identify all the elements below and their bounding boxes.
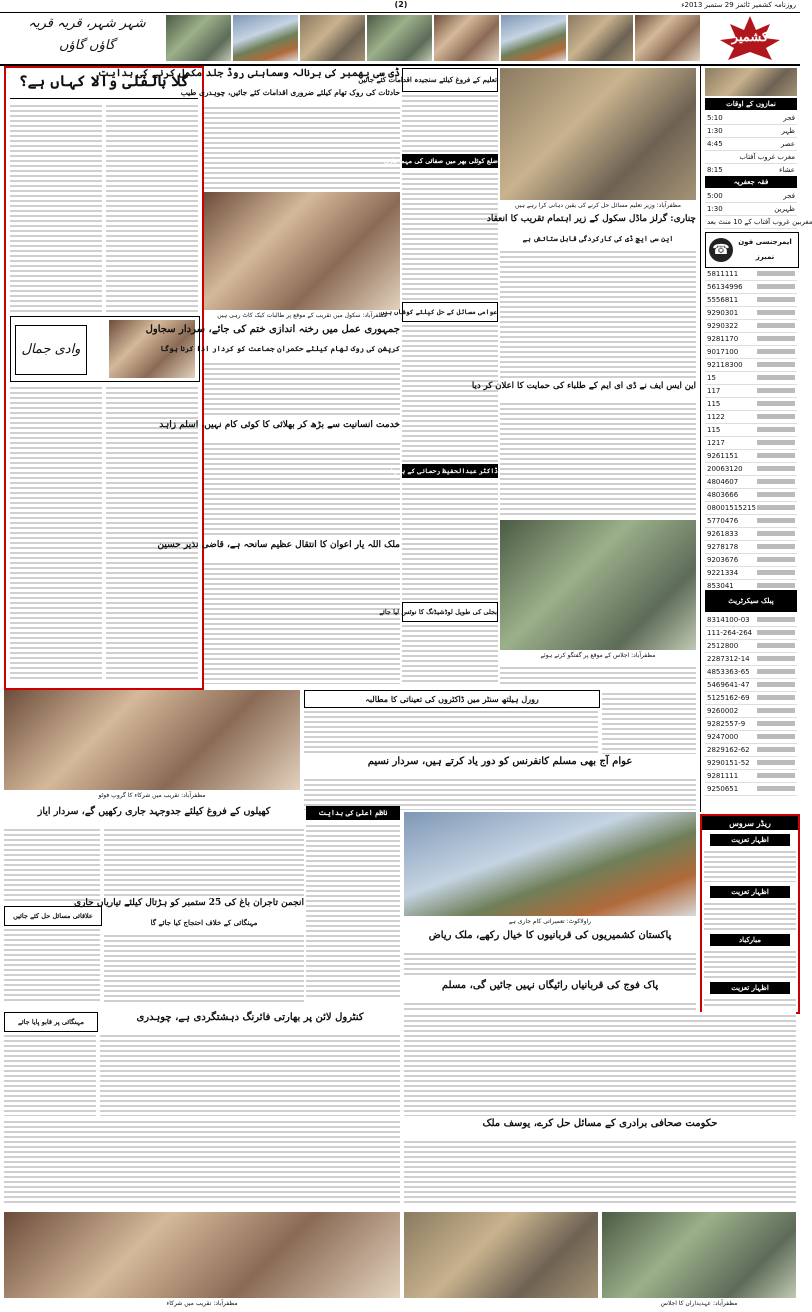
phone-number: 08001515215 [707, 504, 756, 512]
article-text [204, 560, 400, 684]
article-text [500, 400, 696, 518]
meeting-photo-caption: مظفرآباد: اجلاس کے موقع پر گفتگو کرتے ہوئے [540, 652, 656, 659]
group-photo-strip-caption: مظفرآباد: تقریب میں شرکاء کا گروپ فوٹو [98, 792, 206, 799]
phone-label-placeholder [757, 570, 795, 575]
phone-label-placeholder [757, 643, 795, 648]
headline-malik-riaz: پاکستان کشمیریوں کی قربانیوں کا خیال رکھے، ملک ریاض [428, 930, 672, 941]
emergency-phone-list [705, 268, 797, 604]
notice-text [704, 996, 796, 1008]
phone-number: 5469641-47 [707, 681, 750, 689]
phone-label-placeholder [757, 786, 795, 791]
phone-label-placeholder [757, 695, 795, 700]
phone-number: 9281170 [707, 335, 739, 343]
phone-label-placeholder [757, 505, 795, 510]
phone-row [705, 515, 797, 528]
phone-number: 4804607 [707, 478, 739, 486]
condolence-box-2: اظہار تعزیت [710, 886, 790, 898]
strip-photo [367, 15, 432, 61]
strip-photo [568, 15, 633, 61]
phone-row [705, 359, 797, 372]
phone-row [705, 398, 797, 411]
phone-row [705, 692, 797, 705]
headline-loc-firing: کنٹرول لائن پر بھارتی فائرنگ دہشتگردی ہے، چوہدری [136, 1012, 364, 1023]
article-text [404, 950, 696, 978]
phone-row [705, 757, 797, 770]
phone-label-placeholder [757, 630, 795, 635]
phone-row [705, 346, 797, 359]
phone-row [705, 783, 797, 796]
article-text [500, 664, 696, 684]
phone-row [705, 554, 797, 567]
phone-number: 9282557-9 [707, 720, 746, 728]
article-text [402, 322, 498, 462]
article-text [104, 932, 304, 1004]
prayer-times-table [705, 112, 797, 174]
minister-photo-caption: مظفرآباد: وزیر تعلیم مسائل حل کرنے کی یقین دہانی کرا رہے ہیں [515, 202, 681, 209]
headline-traders-strike: انجمن تاجران باغ کی 25 ستمبر کو ہڑتال کیلئے تیاریاں جاری [74, 898, 304, 908]
phone-number: 9250651 [707, 785, 739, 793]
strip-photo [233, 15, 298, 61]
phone-row [705, 679, 797, 692]
box-local-issues: علاقائی مسائل حل کئے جائیں [4, 906, 102, 926]
phone-row [705, 718, 797, 731]
newspaper-logo [704, 14, 796, 62]
box-inflation-control: مہنگائی پر قابو پایا جائے [4, 1012, 98, 1032]
article-text [402, 480, 498, 600]
phone-label-placeholder [757, 336, 795, 341]
bottom-photo-right [602, 1212, 796, 1298]
phone-label-placeholder [757, 375, 795, 380]
strip-photo [434, 15, 499, 61]
article-text [4, 1032, 96, 1116]
phone-label-placeholder [757, 747, 795, 752]
congratulations-box: مبارکباد [710, 934, 790, 946]
lower-band [4, 1012, 796, 1208]
section-title: شہر شہر، قریہ قریہ [28, 16, 146, 31]
reader-service-title: ریڈر سروس [702, 816, 798, 830]
prayer-row: 5:10 فجر [705, 112, 797, 125]
subhead-corruption: کرپشن کی روک تھام کیلئے حکمران جماعت کو کردار ادا کرنا ہوگا [160, 344, 400, 353]
notice-text [704, 948, 796, 978]
headline-yousaf-malik: حکومت صحافی برادری کے مسائل حل کرے، یوسف ملک [482, 1118, 718, 1129]
headline-aslam-zahid: خدمت انسانیت سے بڑھ کر بھلائی کا کوئی کام نہیں، اسلم زاہد [159, 420, 400, 430]
fiqh-jafaria-title: فقہ جعفریہ [705, 176, 797, 188]
phone-row [705, 320, 797, 333]
masthead-photo-strip [166, 15, 700, 61]
strip-photo [635, 15, 700, 61]
phone-number: 4853363-65 [707, 668, 750, 676]
phone-number: 115 [707, 426, 721, 434]
phone-number: 9290151-52 [707, 759, 750, 767]
article-text [404, 1012, 796, 1116]
phone-row [705, 705, 797, 718]
phone-row [705, 627, 797, 640]
strip-photo [166, 15, 231, 61]
opinion-headline: گلا بالفلی والا کہاں ہے؟ [18, 72, 190, 90]
condolence-box-1: اظہار تعزیت [710, 834, 790, 846]
phone-number: 9261151 [707, 452, 739, 460]
phone-row [705, 333, 797, 346]
condolence-box-3: اظہار تعزیت [710, 982, 790, 994]
article-text [4, 1118, 400, 1206]
article-text [304, 708, 598, 754]
phone-number: 9281111 [707, 772, 739, 780]
prayer-row: 1:30 ظہر [705, 125, 797, 138]
phone-number: 56134996 [707, 283, 743, 291]
phone-row [705, 385, 797, 398]
school-cake-photo [204, 192, 400, 310]
phone-row [705, 450, 797, 463]
phone-number: 15 [707, 374, 716, 382]
article-text [402, 622, 498, 684]
phone-row [705, 372, 797, 385]
strip-photo [300, 15, 365, 61]
phone-label-placeholder [757, 388, 795, 393]
opinion-text-left-2 [10, 384, 102, 680]
phone-row [705, 424, 797, 437]
phone-row [705, 437, 797, 450]
strip-photo [501, 15, 566, 61]
headline-rural-health: رورل ہیلتھ سنٹر میں ڈاکٹروں کی تعیناتی کا مطالبہ [304, 690, 600, 708]
fiqh-row: 1:30 ظہرین [705, 203, 797, 216]
notice-text [704, 900, 796, 930]
fiqh-row: مغربین غروب آفتاب کے 10 منٹ بعد [705, 216, 797, 229]
article-text [402, 170, 498, 300]
news-column-3 [358, 66, 498, 686]
phone-row [705, 281, 797, 294]
prayer-row: مغرب غروب آفتاب [705, 151, 797, 164]
article-text [404, 1000, 696, 1010]
phone-number: 115 [707, 400, 721, 408]
phone-label-placeholder [757, 492, 795, 497]
phone-label-placeholder [757, 479, 795, 484]
phone-row [705, 307, 797, 320]
bottom-photo-left [4, 1212, 400, 1298]
phone-label-placeholder [757, 284, 795, 289]
news-column-4 [471, 66, 696, 686]
phone-number: 2829162-62 [707, 746, 750, 754]
headline-nsf: این ایس ایف نے ڈی ای ایم کے طلباء کی حمایت کا اعلان کر دیا [471, 381, 696, 391]
article-text [404, 1138, 796, 1206]
phone-number: 5811111 [707, 270, 739, 278]
mid-right-stories [404, 930, 696, 1010]
phone-label-placeholder [757, 617, 795, 622]
phone-label-placeholder [757, 453, 795, 458]
phone-label-placeholder [757, 466, 795, 471]
phone-label-placeholder [757, 427, 795, 432]
phone-number: 9247000 [707, 733, 739, 741]
phone-label-placeholder [757, 682, 795, 687]
phone-label-placeholder [757, 669, 795, 674]
article-text [602, 690, 696, 754]
phone-label-placeholder [757, 721, 795, 726]
phone-row [705, 640, 797, 653]
dateline: روزنامہ کشمیر ٹائمز 29 ستمبر 2013ء [681, 1, 796, 9]
phone-label-placeholder [757, 414, 795, 419]
phone-row [705, 770, 797, 783]
article-text [306, 822, 400, 998]
phone-label-placeholder [757, 656, 795, 661]
phone-row [705, 541, 797, 554]
phone-label-placeholder [757, 557, 795, 562]
opinion-text-right [106, 102, 198, 314]
phone-label-placeholder [757, 773, 795, 778]
article-text [500, 248, 696, 378]
article-text [402, 92, 498, 152]
phone-row [705, 731, 797, 744]
phone-row [705, 294, 797, 307]
phone-number: 5556811 [707, 296, 739, 304]
phone-label-placeholder [757, 708, 795, 713]
meeting-photo [500, 520, 696, 650]
phone-label-placeholder [757, 310, 795, 315]
phone-label-placeholder [757, 297, 795, 302]
phone-row [705, 653, 797, 666]
phone-row [705, 476, 797, 489]
article-text [204, 104, 400, 190]
box-public-issues: عوامی مسائل کے حل کیلئے کوشاں ہیں [402, 302, 498, 322]
phone-row [705, 567, 797, 580]
phone-number: 9203676 [707, 556, 739, 564]
phone-label-placeholder [757, 544, 795, 549]
bottom-caption-left: مظفرآباد: تقریب میں شرکاء [166, 1300, 238, 1307]
phone-number: 9290322 [707, 322, 739, 330]
subhead-accidents: حادثات کی روک تھام کیلئے ضروری اقدامات کئے جائیں، چوہدری طیب [180, 88, 400, 97]
education-minister-photo [500, 68, 696, 200]
box-loadshedding: بجلی کی طویل لوڈشیڈنگ کا نوٹس لیا جائے [402, 602, 498, 622]
article-text [100, 1032, 400, 1116]
construction-photo [404, 812, 696, 916]
group-photo-strip-left [4, 690, 300, 790]
public-secretariat-header: پبلک سیکرٹریٹ [705, 590, 797, 612]
box-dr-rahmani: ڈاکٹر عبدالحفیظ رحمانی کے ہمراہ [402, 464, 498, 478]
headline-girls-model-school: چناری: گرلز ماڈل سکول کے زیر اہتمام تقریب کا انعقاد [486, 214, 696, 224]
phone-number: 111-264-264 [707, 629, 753, 637]
phone-row [705, 411, 797, 424]
phone-number: 20063120 [707, 465, 743, 473]
phone-number: 2287312-14 [707, 655, 750, 663]
subhead-inflation: مہنگائی کے خلاف احتجاج کیا جائے گا [150, 918, 258, 927]
dateline-rule [0, 12, 800, 13]
phone-label-placeholder [757, 583, 795, 588]
prayer-times-title: نمازوں کے اوقات [705, 98, 797, 110]
section-subtitle: گاؤں گاؤں [58, 38, 116, 53]
phone-icon: ☎ [709, 238, 733, 262]
opinion-rule [10, 98, 198, 99]
phone-number: 92118300 [707, 361, 743, 369]
phone-row [705, 744, 797, 757]
phone-label-placeholder [757, 323, 795, 328]
phone-row [705, 666, 797, 679]
emergency-phones-header [705, 232, 799, 268]
phone-number: 9261833 [707, 530, 739, 538]
fiqh-times-table [705, 190, 812, 228]
phone-number: 117 [707, 387, 721, 395]
page-number: (2) [394, 0, 408, 9]
emergency-phones-title: ایمرجنسی فون نمبرز [738, 238, 792, 261]
opinion-text-left [10, 102, 102, 314]
phone-number: 5770476 [707, 517, 739, 525]
phone-row [705, 489, 797, 502]
headline-dc-bhimber: ڈی سی بھمبر کی برنالہ وسماہنی روڈ جلد مکمل کرنے کی ہدایت [98, 68, 400, 79]
phone-number: 9017100 [707, 348, 739, 356]
phone-row [705, 463, 797, 476]
lower-left-block [4, 806, 400, 1006]
phone-label-placeholder [757, 734, 795, 739]
construction-photo-caption: راولاکوٹ: تعمیراتی کام جاری ہے [508, 918, 592, 925]
phone-number: 9278178 [707, 543, 739, 551]
phone-number: 4803666 [707, 491, 739, 499]
mosque-photo [705, 68, 797, 96]
phone-row [705, 528, 797, 541]
phone-row [705, 268, 797, 281]
headline-sardar-ayaz: کھیلوں کے فروغ کیلئے جدوجہد جاری رکھیں گے، سردار ایاز [37, 806, 271, 817]
phone-number: 2512800 [707, 642, 739, 650]
phone-number: 853041 [707, 582, 734, 590]
phone-label-placeholder [757, 349, 795, 354]
phone-label-placeholder [757, 271, 795, 276]
bottom-caption-right: مظفرآباد: عہدیداران کا اجلاس [660, 1300, 738, 1307]
box-education: تعلیم کے فروغ کیلئے سنجیدہ اقدامات کئے جائیں [402, 68, 498, 92]
phone-row [705, 614, 797, 627]
phone-number: 8314100-03 [707, 616, 750, 624]
phone-label-placeholder [757, 362, 795, 367]
opinion-column [4, 66, 204, 690]
school-photo-caption: مظفرآباد: سکول میں تقریب کے موقع پر طالبات کیک کاٹ رہی ہیں [217, 312, 387, 319]
phone-label-placeholder [757, 401, 795, 406]
article-text [4, 926, 100, 1004]
phone-number: 9221334 [707, 569, 739, 577]
prayer-row: 8:15 عشاء [705, 164, 797, 177]
headline-muslim-conference: عوام آج بھی مسلم کانفرنس کو دور یاد کرتے ہیں، سردار نسیم [367, 756, 633, 767]
phone-number: 5125162-69 [707, 694, 750, 702]
notice-text [704, 848, 796, 882]
phone-label-placeholder [757, 760, 795, 765]
reader-service-box [700, 814, 800, 1014]
phone-number: 1122 [707, 413, 725, 421]
phone-label-placeholder [757, 440, 795, 445]
article-text [204, 440, 400, 538]
phone-row [705, 502, 797, 515]
bottom-photo-middle [404, 1212, 598, 1298]
article-text [104, 826, 304, 896]
logo-text: کشمیر [731, 30, 769, 45]
phone-number: 1217 [707, 439, 725, 447]
middle-stories [304, 690, 696, 810]
headline-sajawal: جمہوری عمل میں رخنہ اندازی ختم کی جائے، سردار سجاول [145, 324, 400, 335]
subhead-nchd: این سی ایچ ڈی کی کارکردگی قابل ستائش ہے [522, 234, 674, 243]
author-box-label: وادی جمال [15, 325, 87, 375]
phone-number: 9260002 [707, 707, 739, 715]
box-cleanliness: ضلع کوٹلی بھر میں صفائی کی مہم جاری [402, 154, 498, 168]
right-sidebar [700, 66, 812, 812]
box-nazim: ناظم اعلیٰ کی ہدایت [306, 806, 400, 820]
headline-qazi-nazir: ملک اللہ یار اعوان کا انتقال عظیم سانحہ ہے، قاضی نذیر حسین [157, 540, 400, 550]
article-text [304, 776, 696, 810]
masthead [0, 0, 800, 66]
phone-label-placeholder [757, 518, 795, 523]
fiqh-row: 5:00 فجر [705, 190, 797, 203]
phone-label-placeholder [757, 531, 795, 536]
bottom-photo-row [4, 1212, 796, 1310]
secretariat-phone-list [705, 614, 797, 810]
phone-number: 9290301 [707, 309, 739, 317]
headline-pak-army: پاک فوج کی قربانیاں رائیگاں نہیں جائیں گی، مسلم [441, 980, 659, 991]
article-text [204, 360, 400, 418]
prayer-row: 4:45 عصر [705, 138, 797, 151]
article-text [4, 826, 100, 904]
